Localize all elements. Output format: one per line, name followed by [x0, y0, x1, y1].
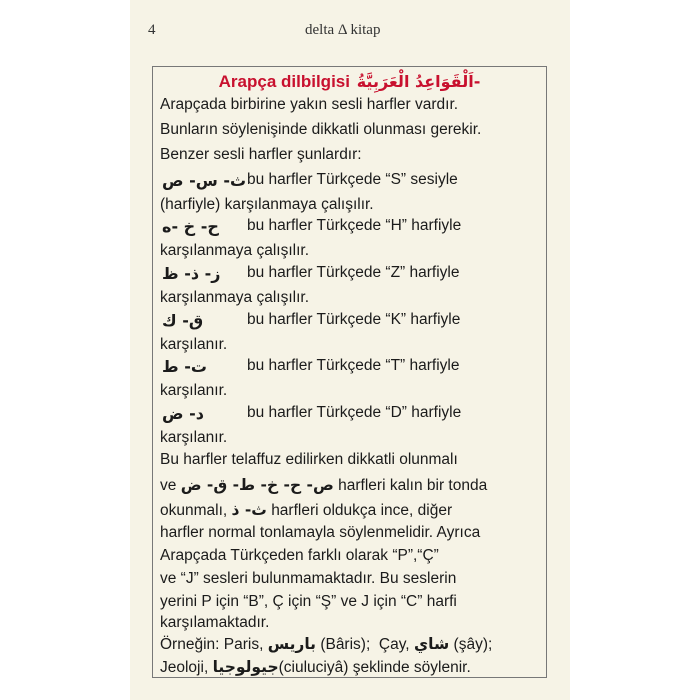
closing-line-3 [160, 501, 452, 520]
letters-s-group: ث- س- ص [162, 171, 247, 190]
intro-line-1: Arapçada birbirine yakın sesli harfler vardır. [160, 96, 459, 113]
closing-line-7: yerini P için “B”, Ç için “Ş” ve J için “C” harfi [160, 593, 457, 610]
letters-k-group: ق- ك [162, 311, 204, 330]
examples-line-2 [160, 658, 471, 677]
group-s-line-1: bu harfler Türkçede “S” sesiyle [247, 171, 458, 188]
examples-prefix: Örneğin: Paris, [160, 636, 264, 653]
section-title-arabic: -اَلْقَوَاعِدُ الْعَرَبِيَّةُ [356, 72, 481, 91]
closing-line-2-pre: ve [160, 477, 177, 494]
closing-line-2 [160, 476, 487, 495]
letters-z-group: ز- ذ- ظ [162, 264, 221, 283]
group-h-line-1: bu harfler Türkçede “H” harfiyle [247, 217, 462, 234]
closing-line-5: Arapçada Türkçeden farklı olarak “P”,“Ç” [160, 547, 439, 564]
example-cay-label: Çay, [378, 636, 410, 653]
section-title-text: Arapça dilbilgisi [218, 72, 350, 91]
group-t-line-2: karşılanır. [160, 382, 228, 399]
letters-d-group: د- ض [162, 404, 204, 423]
example-cay-translit: (şây); [453, 636, 493, 653]
group-k-line-2: karşılanır. [160, 336, 228, 353]
closing-line-2-post: harfleri kalın bir tonda [338, 477, 488, 494]
example-cay-arabic: شاي [413, 635, 450, 653]
section-title [152, 72, 547, 92]
group-h-line-2: karşılanmaya çalışılır. [160, 242, 310, 259]
letters-t-group: ت- ط [162, 357, 207, 376]
closing-line-1: Bu harfler telaffuz edilirken dikkatli olunmalı [160, 451, 458, 468]
letters-h-group: ح- خ -ه [162, 217, 219, 236]
group-d-line-1: bu harfler Türkçede “D” harfiyle [247, 404, 462, 421]
group-z-line-1: bu harfler Türkçede “Z” harfiyle [247, 264, 460, 281]
group-t-line-1: bu harfler Türkçede “T” harfiyle [247, 357, 460, 374]
closing-line-6: ve “J” sesleri bulunmamaktadır. Bu seslerin [160, 570, 457, 587]
group-k-line-1: bu harfler Türkçede “K” harfiyle [247, 311, 461, 328]
closing-line-2-arabic: ص- ح- خ- ط- ق- ض [180, 476, 334, 494]
group-s-line-2: (harfiyle) karşılanmaya çalışılır. [160, 196, 374, 213]
page-number: 4 [148, 22, 156, 38]
example-jeoloji-translit: (ciuluciyâ) şeklinde söylenir. [278, 659, 471, 676]
example-jeoloji-arabic: جيولوجيا [212, 658, 279, 676]
intro-line-2: Bunların söylenişinde dikkatli olunması gerekir. [160, 121, 482, 138]
group-d-line-2: karşılanır. [160, 429, 228, 446]
examples-line-1 [160, 635, 492, 654]
group-z-line-2: karşılanmaya çalışılır. [160, 289, 310, 306]
example-jeoloji-label: Jeoloji, [160, 659, 209, 676]
running-head: delta Δ kitap [305, 22, 381, 38]
intro-line-3: Benzer sesli harfler şunlardır: [160, 146, 362, 163]
closing-line-8: karşılamaktadır. [160, 614, 270, 631]
closing-line-3-post: harfleri oldukça ince, diğer [271, 502, 453, 519]
example-paris-translit: (Bâris); [320, 636, 371, 653]
closing-line-4: harfler normal tonlamayla söylenmelidir. Ayrıca [160, 524, 481, 541]
closing-line-3-arabic: ث- ذ [231, 501, 267, 519]
example-paris-arabic: باريس [267, 635, 316, 653]
closing-line-3-pre: okunmalı, [160, 502, 228, 519]
